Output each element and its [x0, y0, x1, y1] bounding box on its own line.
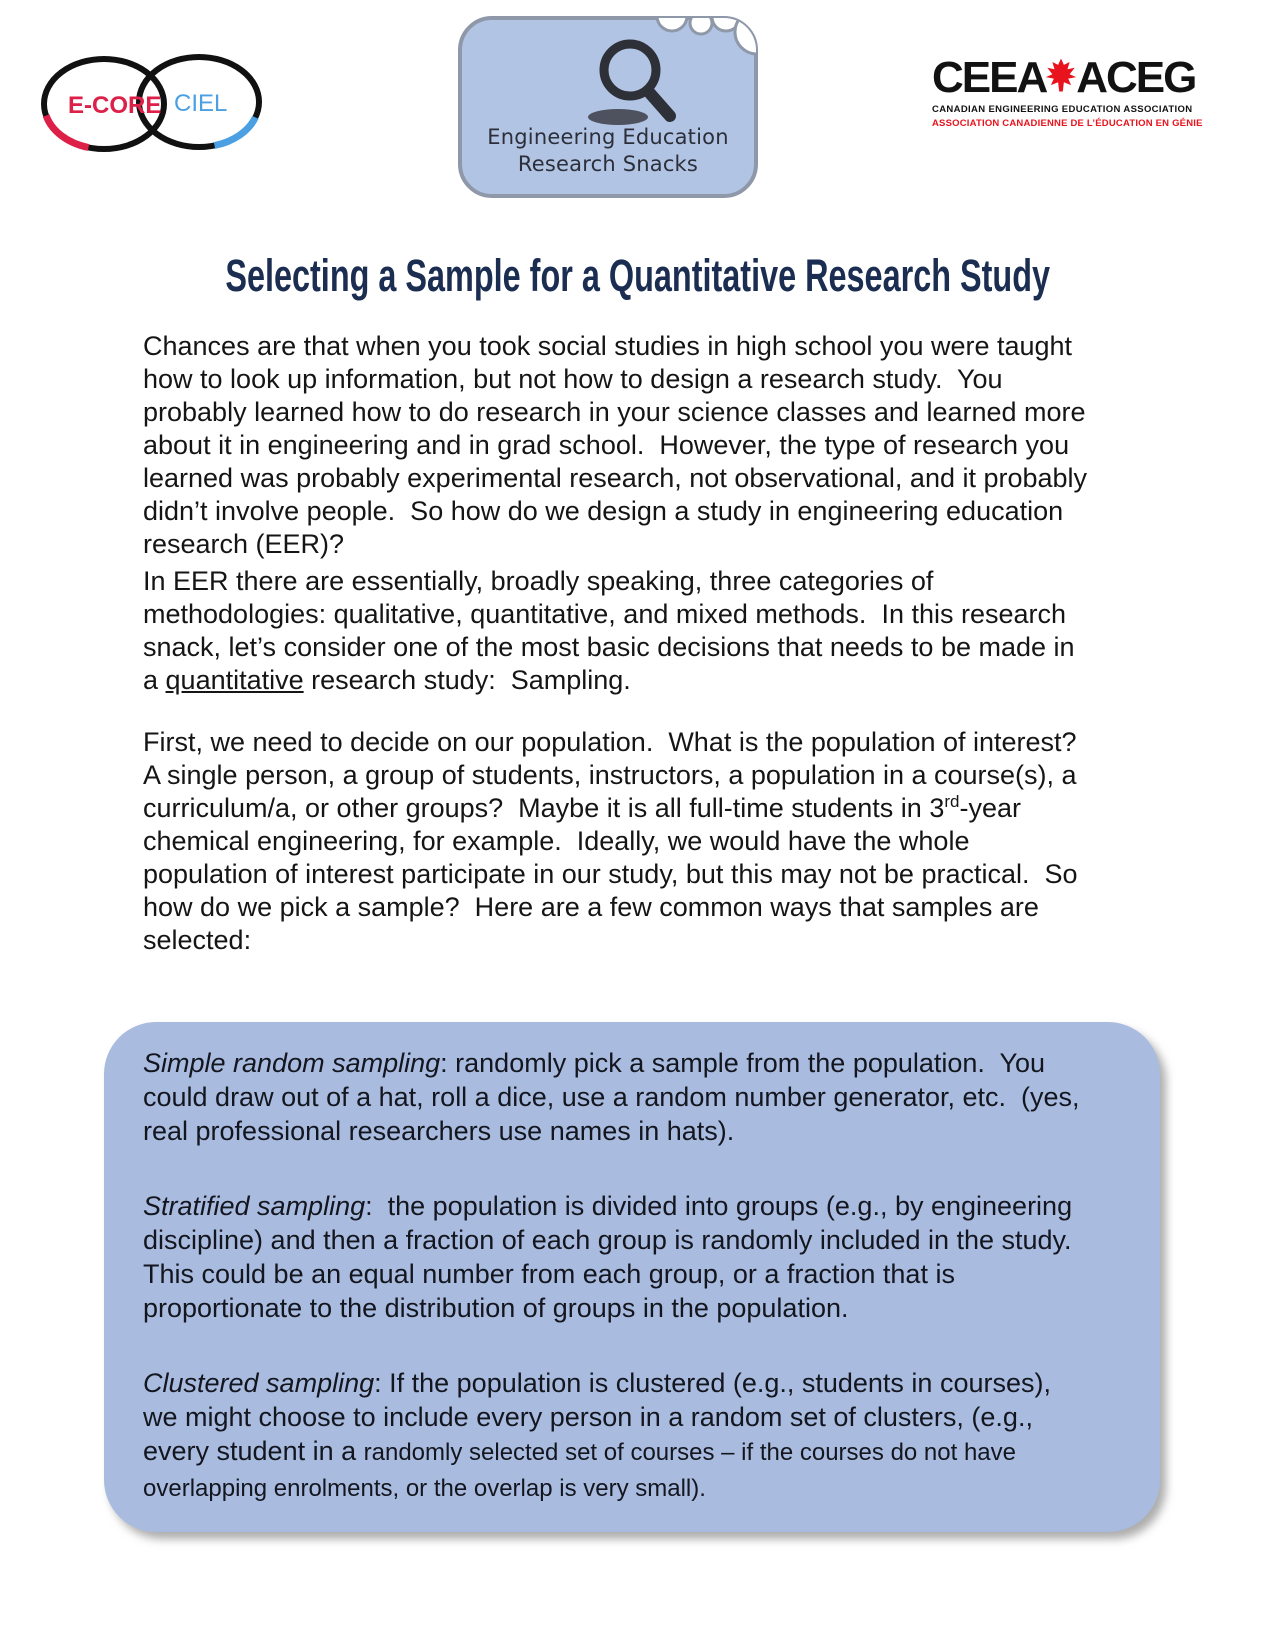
ceea-tagline-french: ASSOCIATION CANADIENNE DE L’ÉDUCATION EN GÉNIE [932, 118, 1203, 129]
sampling-description: the population is divided into groups (e.g., by engineering discipline) and then a fraction of each group is randomly included in the study. This could be an equal number from each group, or a fraction that is proportionate to the distribution of groups in the population. [143, 1191, 1087, 1323]
population-paragraph: First, we need to decide on our population. What is the population of interest? A single person, a group of students, instructors, a population in a course(s), a curriculum/a, or other groups? Maybe it is all full-time students in 3rd-year chemical engineering, for example. Ideally, we would have the whole population of interest participate in our study, but this may not be practical. So how do we pick a sample? Here are a few common ways that samples are selected: [143, 727, 1091, 955]
sampling-description-small: randomly selected set of courses – if the courses do not have overlapping enrolments, or the overlap is very small). [143, 1439, 1023, 1502]
ceea-wordmark-left: CEEA [932, 53, 1047, 102]
ecore-ciel-rings-icon [38, 50, 273, 168]
sampling-description: If the population is clustered (e.g., students in courses), we might choose to include every person in a random set of clusters, (e.g., every student in a [143, 1368, 1059, 1466]
intro-paragraph: Chances are that when you took social studies in high school you were taught how to look up information, but not how to design a research study. You probably learned how to do research in your science classes and learned more about it in engineering and in grad school. However, the type of research you learned was probably experimental research, not observational, and it probably didn’t involve people. So how do we design a study in engineering education research (EER)? [143, 331, 1095, 559]
ceea-tagline-english: CANADIAN ENGINEERING EDUCATION ASSOCIATION [932, 104, 1193, 115]
sampling-description: randomly pick a sample from the population. You could draw out of a hat, roll a dice, use a random number generator, etc. (yes, real professional researchers use names in hats). [143, 1048, 1088, 1146]
badge-caption [458, 124, 758, 178]
ceea-wordmark [932, 54, 1202, 102]
ordinal-superscript: rd [944, 792, 960, 811]
ceea-aceg-logo [932, 54, 1202, 129]
stratified-sampling-item: Stratified sampling: the population is divided into groups (e.g., by engineering discipline) and then a fraction of each group is randomly included in the study. This could be an equal number from each group, or a fraction that is proportionate to the distribution of groups in the population. [143, 1191, 1087, 1323]
ecore-label: E-CORE [68, 92, 162, 119]
ecore-red-arc [46, 116, 88, 148]
clustered-sampling-item: Clustered sampling: If the population is clustered (e.g., students in courses), we might choose to include every person in a random set of clusters, (e.g., every student in a randomly selected set of courses – if the courses do not have overlapping enrolments, or the overlap is very small). [143, 1368, 1059, 1502]
ecore-ciel-logo [38, 50, 273, 168]
ciel-blue-arc [215, 117, 256, 145]
sampling-term: Clustered sampling [143, 1368, 375, 1398]
badge-caption-line2: Research Snacks [517, 152, 699, 176]
sampling-term: Stratified sampling [143, 1191, 366, 1221]
page-title [0, 250, 1275, 302]
ciel-label: CIEL [174, 90, 228, 117]
simple-random-sampling-item: Simple random sampling: randomly pick a sample from the population. You could draw out of a hat, roll a dice, use a random number generator, etc. (yes, real professional researchers use names in hats). [143, 1048, 1088, 1146]
sampling-term: Simple random sampling [143, 1048, 441, 1078]
research-snacks-badge [458, 16, 758, 198]
methodologies-paragraph: In EER there are essentially, broadly speaking, three categories of methodologies: qualitative, quantitative, and mixed methods. In this research snack, let’s consider one of the most basic decisions that needs to be made in a quantitative research study: Sampling. [143, 566, 1083, 695]
page-title-text: Selecting a Sample for a Quantitative Research Study [225, 250, 1050, 301]
underlined-quantitative: quantitative [165, 665, 304, 695]
ceea-wordmark-right: ACEG [1076, 53, 1196, 102]
badge-caption-line1: Engineering Education [487, 125, 729, 149]
maple-leaf-icon [1043, 57, 1079, 93]
sampling-methods-box [104, 1022, 1160, 1532]
